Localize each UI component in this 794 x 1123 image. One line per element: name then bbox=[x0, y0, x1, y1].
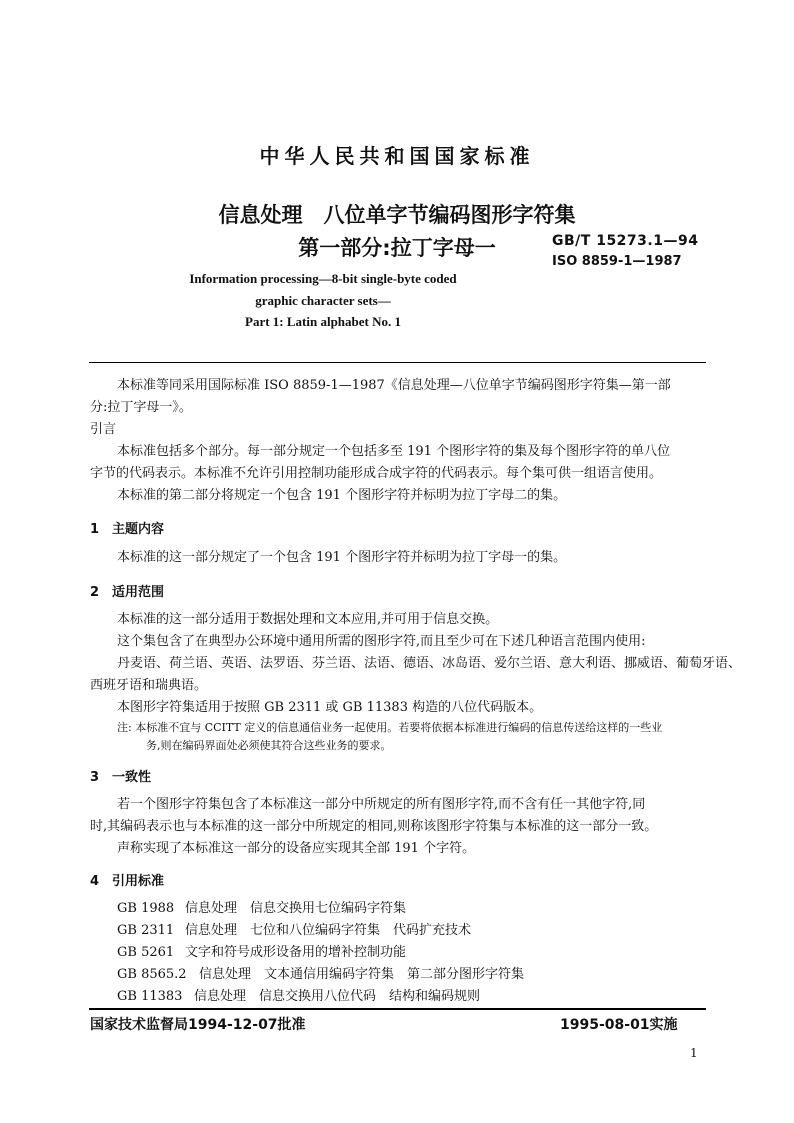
reference-item bbox=[117, 920, 471, 942]
section-title: 适用范围 bbox=[112, 585, 165, 600]
section-4-heading bbox=[90, 870, 164, 889]
reference-code: GB 1988 bbox=[117, 901, 175, 916]
section-3-line-2: 时,其编码表示也与本标准的这一部分中所规定的相同,则称该图形字符集与本标准的这一部分一致。 bbox=[90, 819, 658, 834]
intro-paragraph-1-line-1: 本标准等同采用国际标准 ISO 8859-1—1987《信息处理—八位单字节编码图形字符集—第一部 bbox=[117, 378, 671, 393]
section-2-line-2: 这个集包含了在典型办公环境中通用所需的图形字符,而且至少可在下述几种语言范围内使用: bbox=[117, 634, 646, 649]
section-2-note-line-2: 务,则在编码界面处必须使其符合这些业务的要求。 bbox=[146, 739, 392, 752]
reference-title: 文字和符号成形设备用的增补控制功能 bbox=[185, 945, 407, 960]
english-title-line-2: graphic character sets— bbox=[255, 293, 391, 308]
reference-title: 信息处理 信息交换用八位代码 结构和编码规则 bbox=[194, 989, 481, 1004]
reference-item bbox=[117, 898, 406, 920]
english-title-line-1: Information processing—8-bit single-byte coded bbox=[189, 271, 457, 286]
reference-title: 信息处理 七位和八位编码字符集 代码扩充技术 bbox=[185, 923, 472, 938]
intro-paragraph-2-line-2: 字节的代码表示。本标准不允许引用控制功能形成合成字符的代码表示。每个集可供一组语言使用。 bbox=[90, 466, 663, 481]
reference-code: GB 8565.2 bbox=[117, 967, 187, 982]
reference-code: GB 2311 bbox=[117, 923, 175, 938]
reference-code: GB 11383 bbox=[117, 989, 183, 1004]
section-1-heading bbox=[90, 518, 164, 537]
section-2-heading bbox=[90, 581, 164, 600]
reference-item bbox=[117, 942, 406, 964]
section-3-heading bbox=[90, 766, 151, 785]
section-number: 4 bbox=[90, 874, 100, 889]
standard-number: GB/T 15273.1—94 bbox=[552, 233, 699, 249]
reference-title: 信息处理 信息交换用七位编码字符集 bbox=[185, 901, 407, 916]
section-title: 主题内容 bbox=[112, 522, 165, 537]
iso-number: ISO 8859-1—1987 bbox=[552, 254, 682, 269]
section-number: 1 bbox=[90, 522, 100, 537]
section-title: 一致性 bbox=[112, 770, 152, 785]
intro-paragraph-1-line-2: 分:拉丁字母一》。 bbox=[90, 400, 192, 415]
section-2-line-5: 本图形字符集适用于按照 GB 2311 或 GB 11383 构造的八位代码版本。 bbox=[117, 700, 543, 715]
reference-item bbox=[117, 986, 480, 1008]
section-2-line-1: 本标准的这一部分适用于数据处理和文本应用,并可用于信息交换。 bbox=[117, 612, 499, 627]
country-standard-header: 中华人民共和国国家标准 bbox=[259, 144, 535, 168]
reference-item bbox=[117, 964, 524, 986]
section-2-line-4: 西班牙语和瑞典语。 bbox=[90, 678, 208, 693]
section-2-line-3: 丹麦语、荷兰语、英语、法罗语、芬兰语、法语、德语、冰岛语、爱尔兰语、意大利语、挪威语、葡萄牙语、 bbox=[117, 656, 742, 671]
section-number: 3 bbox=[90, 770, 100, 785]
header-divider bbox=[89, 362, 706, 363]
intro-heading: 引言 bbox=[90, 422, 117, 437]
section-title: 引用标准 bbox=[112, 874, 165, 889]
section-2-note-line-1: 注: 本标准不宜与 CCITT 定义的信息通信业务一起使用。若要将依据本标准进行编码的信息传送给这样的一些业 bbox=[117, 721, 663, 734]
title-line-1: 信息处理 八位单字节编码图形字符集 bbox=[218, 203, 576, 227]
section-3-line-3: 声称实现了本标准这一部分的设备应实现其全部 191 个字符。 bbox=[117, 841, 476, 856]
approval-date: 国家技术监督局1994-12-07批准 bbox=[90, 1017, 306, 1033]
footer-divider bbox=[89, 1008, 706, 1010]
section-number: 2 bbox=[90, 585, 100, 600]
english-title-line-3: Part 1: Latin alphabet No. 1 bbox=[245, 314, 401, 329]
title-line-2: 第一部分:拉丁字母一 bbox=[298, 236, 496, 260]
reference-title: 信息处理 文本通信用编码字符集 第二部分图形字符集 bbox=[199, 967, 525, 982]
intro-paragraph-3: 本标准的第二部分将规定一个包含 191 个图形字符并标明为拉丁字母二的集。 bbox=[117, 488, 567, 503]
section-3-line-1: 若一个图形字符集包含了本标准这一部分中所规定的所有图形字符,而不含有任一其他字符,同 bbox=[117, 797, 646, 812]
intro-paragraph-2-line-1: 本标准包括多个部分。每一部分规定一个包括多至 191 个图形字符的集及每个图形字符的单八位 bbox=[117, 444, 671, 459]
reference-code: GB 5261 bbox=[117, 945, 175, 960]
page-number: 1 bbox=[690, 1046, 698, 1060]
implementation-date: 1995-08-01实施 bbox=[560, 1017, 678, 1033]
section-1-text: 本标准的这一部分规定了一个包含 191 个图形字符并标明为拉丁字母一的集。 bbox=[117, 550, 567, 565]
